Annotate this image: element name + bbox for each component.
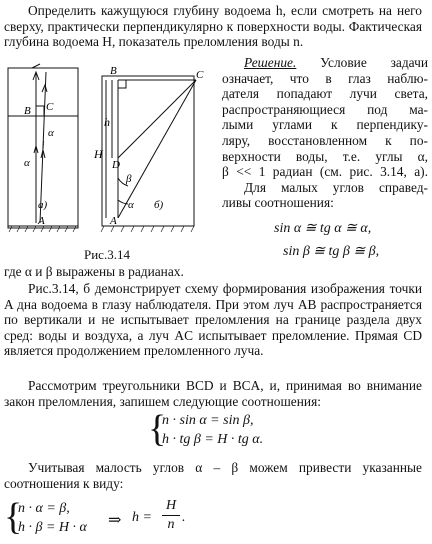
result-lhs: h = [132,510,152,525]
panel-b-label-beta: β [126,173,132,185]
panel-a-label-B: B [24,105,31,117]
result-denominator: n [167,517,175,532]
panel-b-label-B: B [110,65,117,77]
panel-b-label-A: A [110,215,117,227]
panel-a-label-i: i [42,140,45,150]
panel-a-label-alpha-2: α [24,157,30,169]
result-period: . [182,510,186,525]
panel-a-label-C: C [46,101,54,113]
panel-a-label-alpha: α [48,127,54,139]
solution-line-1-text: Условие задачи [320,55,428,70]
solution-line-5: лыми углами к перпендику- [222,117,428,133]
panel-a-label-A: A [38,215,45,227]
system-1 [148,410,348,454]
system-2-line-1: n · α = β, [18,501,70,516]
paragraph-4: Учитывая малость углов α – β можем привести указанные соотношения к виду: [4,460,422,491]
relation-2: sin β ≅ tg β ≅ β, [283,244,380,259]
system-2-brace: { [4,496,23,538]
solution-line-1 [222,55,428,71]
solution-line-2: означает, что в глаз наблю- [222,70,428,86]
panel-b-line-CD [118,80,196,158]
system-2 [4,496,224,542]
problem-statement: Определить кажущуюся глубину водоема h, если смотреть на него сверху, практически перпендикулярно к поверхности воды. Фактическая глубина водоема H, показатель преломления воды n. [4,3,422,49]
implies-arrow: ⇒ [108,512,122,529]
paragraph-2: Рис.3.14, б демонстрирует схему формирования изображения точки A дна водоема в глазу наблюдателя. При этом луч AB распространяется по вертикали и не испытывает преломления на границе раздела двух сред: воды и воздуха, а луч AC испытывает преломление. Прямая CD является продолжением преломленного луча. [4,281,422,358]
solution-line-6: ляру, восстановленном к по- [222,132,428,148]
figure-3-14 [2,58,206,248]
solution-line-8: β << 1 радиан (см. рис. 3.14, а). [222,164,428,180]
solution-right-column [222,55,428,211]
system-1-brace: { [148,408,167,450]
panel-b-frame [102,76,194,226]
solution-line-9: Для малых углов справед- [244,179,428,195]
figure-caption: Рис.3.14 [84,247,130,262]
panel-b-label-alpha: α [128,199,134,211]
panel-b-label-C: C [196,69,204,81]
system-1-line-2: h · tg β = H · tg α. [162,432,264,447]
solution-line-3: дателя попадают лучи света, [222,86,428,102]
panel-b-caption: б) [154,199,164,211]
panel-b-label-h: h [104,115,110,129]
system-2-line-2: h · β = H · α [18,520,87,535]
paragraph-3: Рассмотрим треугольники BCD и BCA, и, принимая во внимание закон преломления, запишем следующие соотношения: [4,378,422,409]
solution-line-7: верхности воды, т.е. углы α, [222,148,428,164]
figure-panel-b [102,76,196,226]
fraction-bar [162,515,180,516]
panel-a-caption: а) [38,199,48,211]
panel-b-label-D: D [112,159,120,171]
panel-b-ray-AC [118,80,196,218]
result-numerator: H [165,498,177,513]
solution-line-4: распространяющиеся под ма- [222,101,428,117]
panel-b-label-H: H [94,147,103,161]
relation-1: sin α ≅ tg α ≅ α, [274,221,372,236]
result-fraction [162,498,180,533]
solution-line-10: ливы соотношения: [222,195,334,211]
system-1-line-1: n · sin α = sin β, [162,413,254,428]
solution-label: Решение. [244,55,297,70]
radians-note: где α и β выражены в радианах. [4,264,184,279]
